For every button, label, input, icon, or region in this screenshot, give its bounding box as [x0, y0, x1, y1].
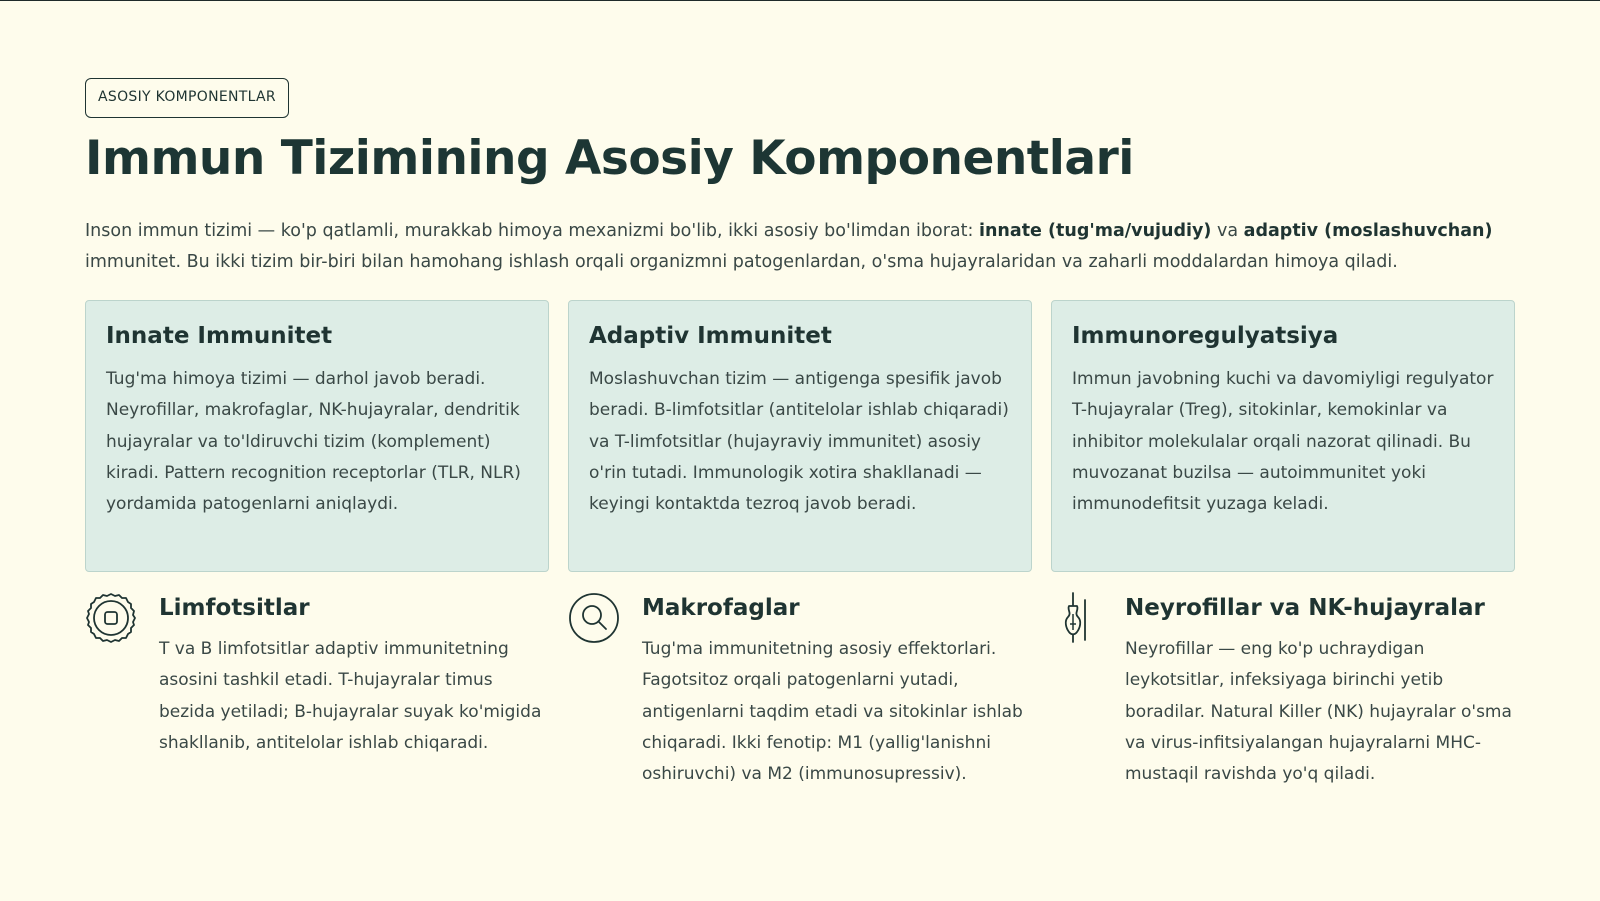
card-innate: [85, 300, 549, 572]
badge-square-icon: [85, 592, 137, 644]
card-title: Adaptiv Immunitet: [589, 323, 832, 349]
card-text: Immun javobning kuchi va davomiyligi regulyator T-hujayralar (Treg), sitokinlar, kemokinlar va inhibitor molekulalar orqali nazorat qilinadi. Bu muvozanat buzilsa — autoimmunitet yoki immunodefitsit yuzaga keladi.: [1072, 369, 1494, 515]
magnifier-icon: [568, 592, 620, 644]
top-border: [0, 0, 1600, 1]
slide: [85, 78, 1515, 790]
intro-text-3: immunitet. Bu ikki tizim bir-biri bilan hamohang ishlash orqali organizmni patogenlardan, o'sma hujayralaridan va zaharli moddalardan himoya qiladi.: [85, 252, 1398, 272]
card-text: Moslashuvchan tizim — antigenga spesifik javob beradi. B-limfotsitlar (antitelolar ishlab chiqaradi) va T-limfotsitlar (hujayraviy immunitet) asosiy o'rin tutadi. Immunologik xotira shakllanadi — keyingi kontaktda tezroq javob beradi.: [589, 369, 1009, 515]
intro-text-2: va: [1211, 221, 1244, 241]
intro-paragraph: [85, 216, 1515, 278]
feature-text: Tug'ma immunitetning asosiy effektorlari. Fagotsitoz orqali patogenlarni yutadi, antigenlarni taqdim etadi va sitokinlar ishlab chiqaradi. Ikki fenotip: M1 (yallig'lanishni oshiruvchi) va M2 (immunosupressiv).: [642, 639, 1023, 785]
card-adaptive: [568, 300, 1032, 572]
feature-title: Makrofaglar: [642, 595, 800, 621]
intro-bold-innate: innate (tug'ma/vujudiy): [978, 221, 1212, 241]
feature-title: Limfotsitlar: [159, 595, 310, 621]
card-title: Innate Immunitet: [106, 323, 333, 349]
component-cards: [85, 300, 1515, 572]
page-title: Immun Tizimining Asosiy Komponentlari: [85, 131, 1134, 186]
feature-neutrophils-nk: [1051, 592, 1515, 790]
card-immunoregulation: [1051, 300, 1515, 572]
feature-text: Neyrofillar — eng ko'p uchraydigan leykotsitlar, infeksiyaga birinchi yetib boradilar. Natural Killer (NK) hujayralar o'sma va virus-infitsiyalangan hujayralarni MHC-mustaqil ravishda yo'q qiladi.: [1125, 639, 1512, 785]
feature-body: [159, 592, 549, 790]
intro-bold-adaptive: adaptiv (moslashuvchan): [1243, 221, 1493, 241]
card-title: Immunoregulyatsiya: [1072, 323, 1339, 349]
feature-body: [1125, 592, 1515, 790]
card-text: Tug'ma himoya tizimi — darhol javob beradi. Neyrofillar, makrofaglar, NK-hujayralar, dendritik hujayralar va to'ldiruvchi tizim (komplement) kiradi. Pattern recognition receptorlar (TLR, NLR) yordamida patogenlarni aniqlaydi.: [106, 369, 521, 515]
feature-body: [642, 592, 1032, 790]
feature-lymphocytes: [85, 592, 549, 790]
section-badge: ASOSIY KOMPONENTLAR: [85, 78, 289, 118]
violin-icon: [1051, 592, 1103, 644]
feature-text: T va B limfotsitlar adaptiv immunitetning asosini tashkil etadi. T-hujayralar timus bezida yetiladi; B-hujayralar suyak ko'migida shakllanib, antitelolar ishlab chiqaradi.: [159, 639, 542, 753]
intro-text-1: Inson immun tizimi — ko'p qatlamli, murakkab himoya mexanizmi bo'lib, ikki asosiy bo'limdan iborat:: [85, 221, 979, 241]
cell-features: [85, 592, 1515, 790]
feature-macrophages: [568, 592, 1032, 790]
feature-title: Neyrofillar va NK-hujayralar: [1125, 595, 1485, 621]
